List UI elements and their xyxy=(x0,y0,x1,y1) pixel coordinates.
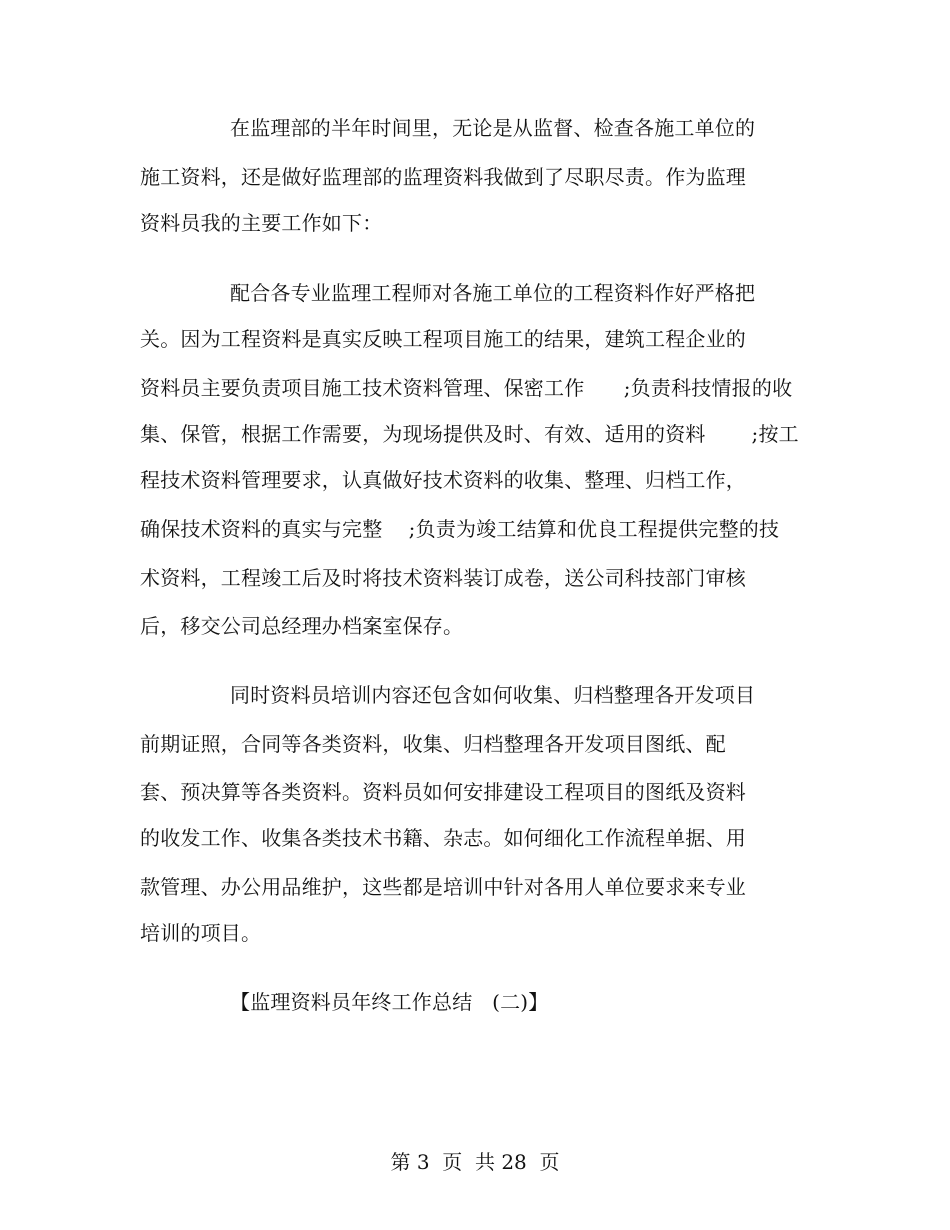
paragraph-2-line-7: 术资料，工程竣工后及时将技术资料装订成卷，送公司科技部门审核 xyxy=(140,566,746,590)
paragraph-1-line-3: 资料员我的主要工作如下： xyxy=(140,211,383,235)
paragraph-3-line-6: 培训的项目。 xyxy=(140,921,262,945)
paragraph-2-line-6: 确保技术资料的真实与完整 ;负责为竣工结算和优良工程提供完整的技 xyxy=(140,517,780,541)
paragraph-2-line-2: 关。因为工程资料是真实反映工程项目施工的结果，建筑工程企业的 xyxy=(140,327,746,351)
paragraph-2-line-1: 配合各专业监理工程师对各施工单位的工程资料作好严格把 xyxy=(230,281,756,305)
paragraph-3-line-4: 的收发工作、收集各类技术书籍、杂志。如何细化工作流程单据、用 xyxy=(140,826,746,850)
paragraph-2-line-3: 资料员主要负责项目施工技术资料管理、保密工作 ;负责科技情报的收 xyxy=(140,376,793,400)
paragraph-1-line-1: 在监理部的半年时间里，无论是从监督、检查各施工单位的 xyxy=(230,116,756,140)
paragraph-2-line-5: 程技术资料管理要求，认真做好技术资料的收集、整理、归档工作， xyxy=(140,468,746,492)
paragraph-3-line-1: 同时资料员培训内容还包含如何收集、归档整理各开发项目 xyxy=(230,683,756,707)
page-number-footer: 第 3 页 共 28 页 xyxy=(390,1150,560,1174)
paragraph-3-line-3: 套、预决算等各类资料。资料员如何安排建设工程项目的图纸及资料 xyxy=(140,780,746,804)
paragraph-3-line-2: 前期证照，合同等各类资料，收集、归档整理各开发项目图纸、配 xyxy=(140,732,726,756)
paragraph-2-line-8: 后，移交公司总经理办档案室保存。 xyxy=(140,614,464,638)
paragraph-3-line-5: 款管理、办公用品维护，这些都是培训中针对各用人单位要求来专业 xyxy=(140,875,746,899)
paragraph-1-line-2: 施工资料，还是做好监理部的监理资料我做到了尽职尽责。作为监理 xyxy=(140,165,746,189)
section-heading: 【监理资料员年终工作总结 (二)】 xyxy=(230,990,549,1014)
paragraph-2-line-4: 集、保管，根据工作需要，为现场提供及时、有效、适用的资料 ;按工 xyxy=(140,422,799,446)
